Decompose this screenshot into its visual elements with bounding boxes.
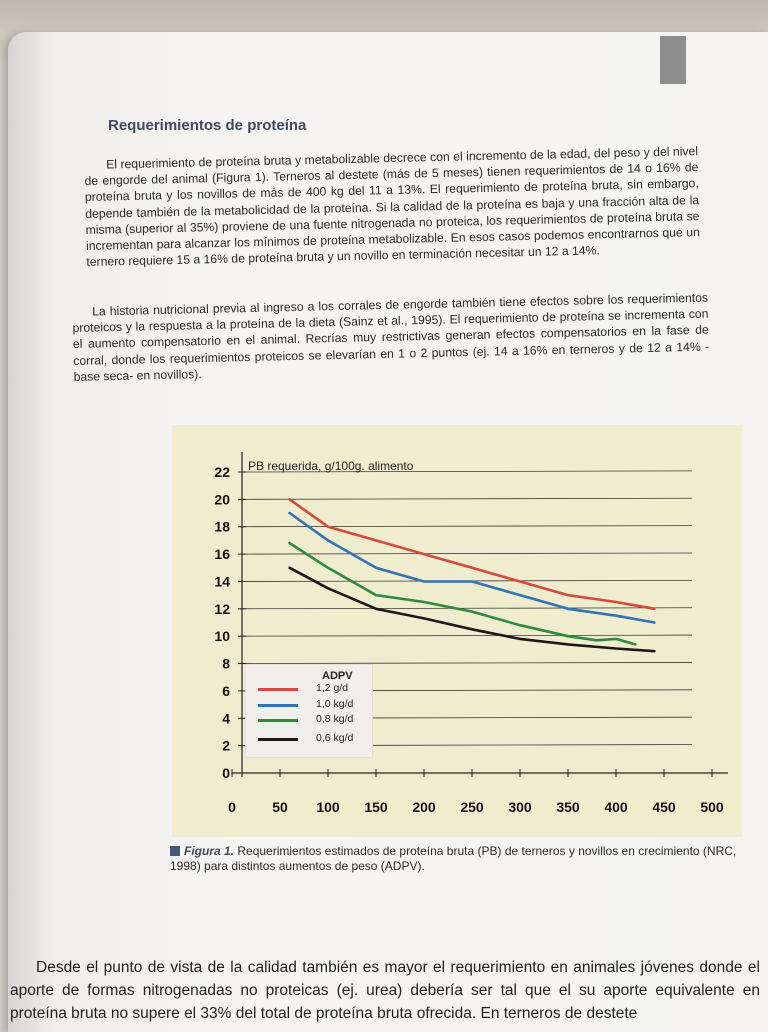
- y-tick-label-22: 22: [214, 464, 230, 480]
- legend-swatch-3: [258, 738, 298, 741]
- gridline-y-20: [240, 498, 692, 499]
- paragraph-1: El requerimiento de proteína bruta y metabolizable decrece con el incremento de la edad, del peso y del nivel de engorde del animal (Figura 1). Terneros al destete (más de 5 meses) tienen requerimientos de 14 o 16% de proteína bruta y los novillos de más de 400 kg del 11 a 13%. El requerimiento de proteína bruta, sin embargo, depende también de la metabolicidad de la proteína. Si la calidad de la proteína es baja y una fracción alta de la misma (superior al 35%) proviene de una fuente nitrogenada no proteica, los requerimientos de proteína bruta se incrementan para alcanzar los mínimos de proteína metabolizable. En esos casos podemos encontrarnos que un ternero requiere 15 a 16% de proteína bruta y un novillo en terminación necesitar un 12 a 14%.: [84, 144, 701, 270]
- x-tick-label-400: 400: [604, 799, 628, 815]
- x-tick-label-200: 200: [412, 799, 436, 815]
- paragraph-2: La historia nutricional previa al ingreso a los corrales de engorde también tiene efectos sobre los requerimientos proteicos y la respuesta a la proteína de la dieta (Sainz et al., 1995). El requerimiento de proteína se incrementa con el aumento compensatorio en el animal. Recrías muy restrictivas generan efectos compensatorios en la fase de corral, donde los requerimientos proteicos se elevarían en 1 o 2 puntos (ej. 14 a 16% en terneros y de 12 a 14% -base seca- en novillos).: [72, 290, 710, 384]
- x-tick-label-350: 350: [556, 799, 580, 815]
- figure-caption: [170, 844, 768, 874]
- gridline-y-12: [240, 608, 692, 609]
- y-tick-label-2: 2: [222, 737, 230, 754]
- legend-box: [245, 664, 373, 758]
- y-tick-label-0: 0: [222, 765, 230, 781]
- y-tick-label-10: 10: [214, 628, 230, 645]
- legend-label-1: 1,0 kg/d: [316, 698, 354, 710]
- x-tick-label-300: 300: [508, 799, 532, 815]
- legend-swatch-1: [258, 704, 298, 707]
- caption-marker-icon: [170, 846, 180, 856]
- gridline-y-10: [240, 635, 692, 636]
- y-tick-label-4: 4: [222, 710, 230, 727]
- x-tick-label-150: 150: [364, 799, 388, 815]
- legend-label-0: 1,2 g/d: [316, 682, 349, 694]
- legend-swatch-2: [258, 719, 298, 722]
- x-tick-label-500: 500: [700, 799, 724, 815]
- x-tick-label-250: 250: [460, 799, 484, 815]
- caption-lead: Figura 1.: [184, 844, 235, 858]
- caption-text: Requerimientos estimados de proteína bruta (PB) de terneros y novillos en crecimiento (NRC, 1998) para distintos aumentos de peso (ADPV).: [170, 844, 737, 873]
- paragraph-3: Desde el punto de vista de la calidad también es mayor el requerimiento en animales jóvenes donde el aporte de formas nitrogenadas no proteicas (ej. urea) debería ser tal que el su aporte equivalente en proteína bruta no supere el 33% del total de proteína bruta ofrecida. En terneros de destete: [10, 959, 760, 1022]
- y-tick-label-16: 16: [214, 546, 230, 563]
- y-tick-label-20: 20: [214, 491, 230, 508]
- x-tick-label-50: 50: [272, 799, 288, 815]
- legend-label-3: 0,6 kg/d: [316, 732, 354, 744]
- y-axis-label: PB requerida, g/100g. alimento: [248, 459, 414, 473]
- y-tick-label-8: 8: [222, 655, 230, 672]
- x-tick-label-0: 0: [228, 799, 236, 815]
- x-tick-label-100: 100: [316, 799, 340, 815]
- y-tick-label-18: 18: [214, 518, 230, 535]
- section-title: Requerimientos de proteína: [108, 117, 307, 134]
- y-tick-label-12: 12: [214, 600, 230, 617]
- x-tick-label-450: 450: [652, 799, 676, 815]
- legend-swatch-0: [258, 688, 298, 691]
- y-tick-label-14: 14: [214, 573, 230, 590]
- y-tick-label-6: 6: [222, 682, 230, 699]
- legend-title: ADPV: [322, 670, 353, 682]
- legend-label-2: 0,8 kg/d: [316, 713, 354, 725]
